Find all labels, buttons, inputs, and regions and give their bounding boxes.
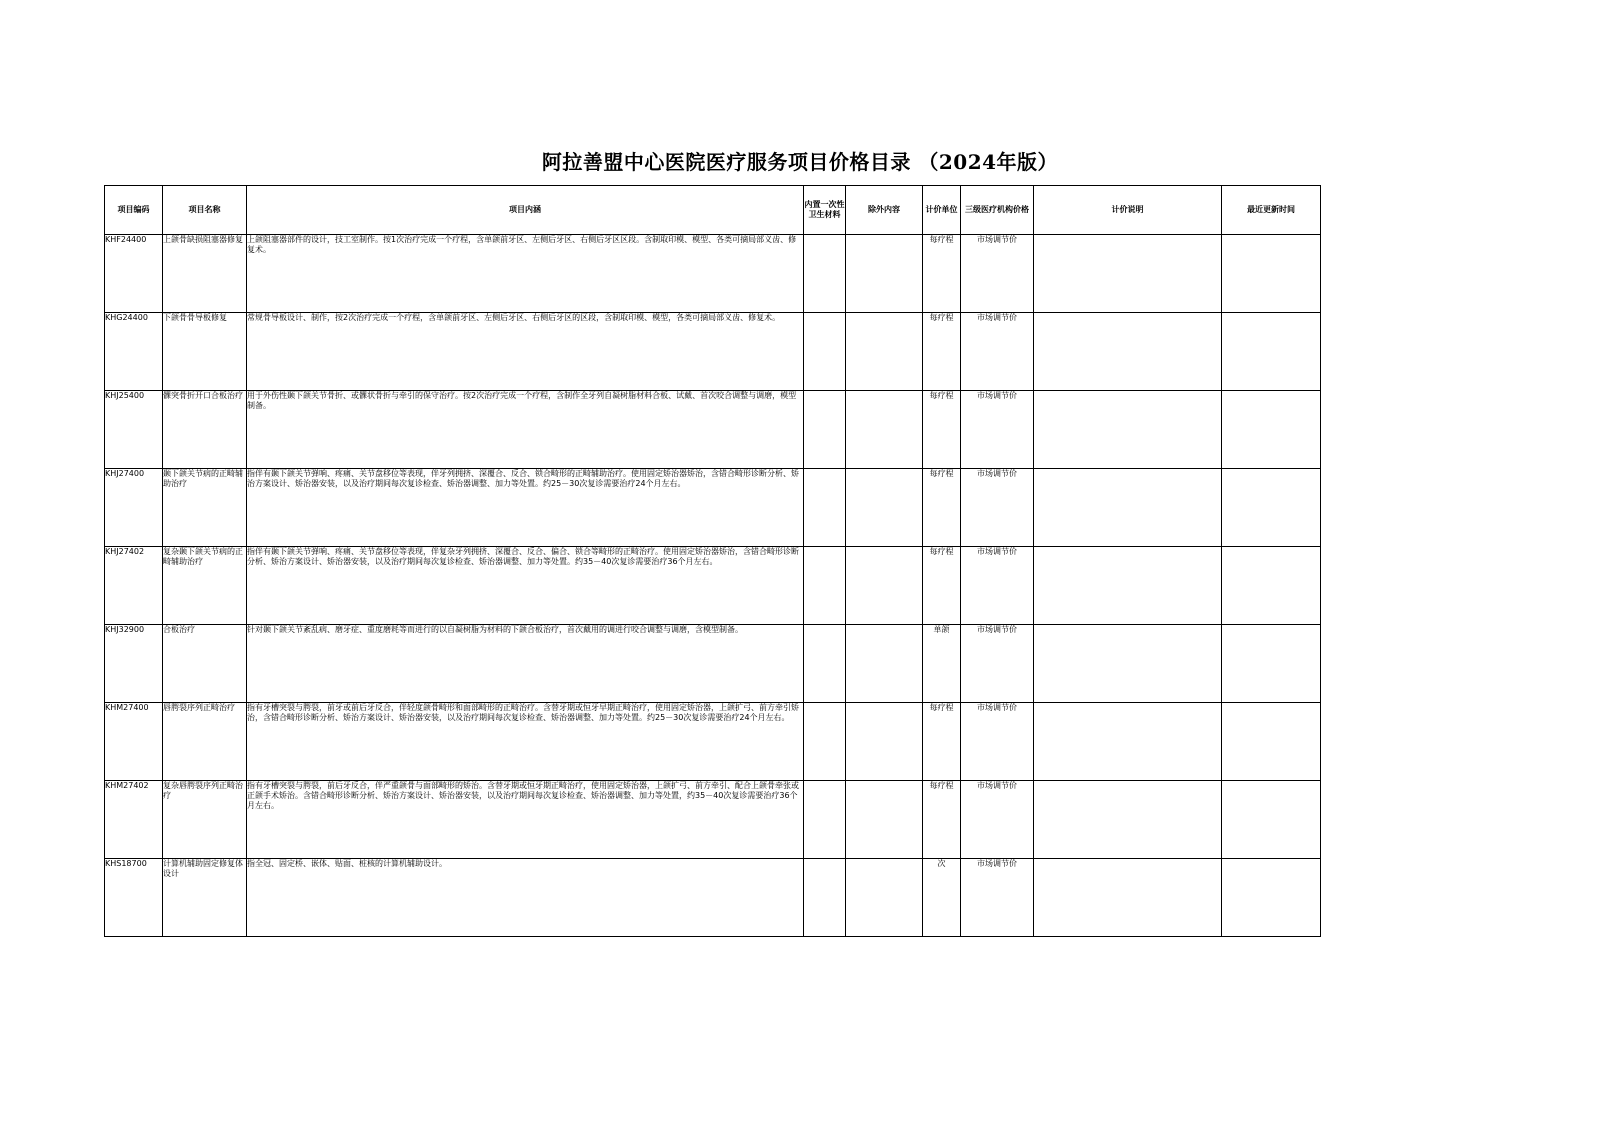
item-content: 用于外伤性颞下颌关节骨折、或髁状骨折与牵引的保守治疗。按2次治疗完成一个疗程，含制作全牙列自凝树脂材料合板、试戴、首次咬合调整与调磨，模型制备。 [247,391,804,469]
item-excluded [846,391,923,469]
table-row [105,703,1321,781]
item-price: 市场调节价 [961,625,1034,703]
item-material [804,781,846,859]
table-row [105,547,1321,625]
header-material: 内置一次性卫生材料 [804,186,846,235]
item-excluded [846,547,923,625]
item-note [1034,781,1222,859]
item-code: KHS18700 [105,859,163,937]
item-content: 指有牙槽突裂与腭裂，前后牙反合，伴严重颌骨与面部畸形的矫治。含替牙期或恒牙期正畸治疗，使用固定矫治器，上颌扩弓、前方牵引、配合上颌骨牵张或正颌手术矫治。含错合畸形诊断分析、矫治方案设计、矫治器安装，以及治疗期间每次复诊检查、矫治器调整、加力等处置，约35－40次复诊需要治疗36个月左右。 [247,781,804,859]
header-name: 项目名称 [163,186,247,235]
item-name: 复杂颞下颌关节病的正畸辅助治疗 [163,547,247,625]
item-content: 指伴有颞下颌关节弹响、疼痛、关节盘移位等表现，伴牙列拥挤、深覆合、反合、锁合畸形的正畸辅助治疗。使用固定矫治器矫治，含错合畸形诊断分析、矫治方案设计、矫治器安装，以及治疗期间每次复诊检查、矫治器调整、加力等处置。约25－30次复诊需要治疗24个月左右。 [247,469,804,547]
table-row [105,859,1321,937]
item-updated [1222,469,1321,547]
item-price: 市场调节价 [961,469,1034,547]
item-content: 指有牙槽突裂与腭裂，前牙或前后牙反合，伴轻度颌骨畸形和面部畸形的正畸治疗。含替牙期或恒牙早期正畸治疗，使用固定矫治器，上颌扩弓、前方牵引矫治，含错合畸形诊断分析、矫治方案设计、矫治器安装，以及治疗期间每次复诊检查、矫治器调整、加力等处置。约25－30次复诊需要治疗24个月左右。 [247,703,804,781]
item-price: 市场调节价 [961,859,1034,937]
item-code: KHJ27402 [105,547,163,625]
header-excluded: 除外内容 [846,186,923,235]
item-note [1034,313,1222,391]
item-material [804,703,846,781]
item-unit: 次 [923,859,961,937]
item-name: 复杂唇腭裂序列正畸治疗 [163,781,247,859]
header-updated: 最近更新时间 [1222,186,1321,235]
table-row [105,391,1321,469]
item-material [804,859,846,937]
item-material [804,235,846,313]
header-row [105,186,1321,235]
item-excluded [846,859,923,937]
item-material [804,313,846,391]
table-row [105,625,1321,703]
item-updated [1222,859,1321,937]
item-excluded [846,703,923,781]
item-excluded [846,235,923,313]
document-title: 阿拉善盟中心医院医疗服务项目价格目录 （2024年版） [541,150,1059,174]
table-row [105,235,1321,313]
item-code: KHF24400 [105,235,163,313]
item-price: 市场调节价 [961,235,1034,313]
item-unit: 每疗程 [923,547,961,625]
item-content: 指全冠、固定桥、嵌体、贴面、桩核的计算机辅助设计。 [247,859,804,937]
item-price: 市场调节价 [961,703,1034,781]
header-unit: 计价单位 [923,186,961,235]
price-table [104,185,1321,937]
item-content: 指伴有颞下颌关节弹响、疼痛、关节盘移位等表现，伴复杂牙列拥挤、深覆合、反合、偏合、锁合等畸形的正畸治疗。使用固定矫治器矫治，含错合畸形诊断分析、矫治方案设计、矫治器安装，以及治疗期间每次复诊检查、矫治器调整、加力等处置。约35－40次复诊需要治疗36个月左右。 [247,547,804,625]
item-note [1034,703,1222,781]
item-code: KHJ32900 [105,625,163,703]
item-updated [1222,547,1321,625]
item-price: 市场调节价 [961,781,1034,859]
item-unit: 每疗程 [923,781,961,859]
item-content: 常规骨导板设计、制作，按2次治疗完成一个疗程，含单颌前牙区、左侧后牙区、右侧后牙区的区段，含制取印模、模型，各类可摘局部义齿、修复术。 [247,313,804,391]
item-excluded [846,313,923,391]
item-updated [1222,235,1321,313]
item-name: 合板治疗 [163,625,247,703]
item-price: 市场调节价 [961,313,1034,391]
item-code: KHM27402 [105,781,163,859]
table-row [105,313,1321,391]
header-content: 项目内涵 [247,186,804,235]
item-excluded [846,781,923,859]
item-name: 下颌骨骨导板修复 [163,313,247,391]
item-note [1034,625,1222,703]
item-code: KHJ27400 [105,469,163,547]
table-row [105,781,1321,859]
item-material [804,547,846,625]
item-price: 市场调节价 [961,547,1034,625]
item-unit: 每疗程 [923,703,961,781]
item-content: 针对颞下颌关节紊乱病、磨牙症、重度磨耗等而进行的以自凝树脂为材料的下颌合板治疗，首次戴用的调进行咬合调整与调磨，含模型制备。 [247,625,804,703]
item-name: 计算机辅助固定修复体设计 [163,859,247,937]
item-unit: 每疗程 [923,391,961,469]
item-updated [1222,313,1321,391]
item-updated [1222,781,1321,859]
header-price: 三级医疗机构价格 [961,186,1034,235]
item-content: 上颌阻塞器部件的设计，技工室制作。按1次治疗完成一个疗程，含单颌前牙区、左侧后牙区、右侧后牙区区段。含制取印模、模型、各类可摘局部义齿、修复术。 [247,235,804,313]
item-updated [1222,391,1321,469]
table-row [105,469,1321,547]
item-note [1034,391,1222,469]
item-note [1034,547,1222,625]
item-material [804,469,846,547]
item-note [1034,235,1222,313]
header-note: 计价说明 [1034,186,1222,235]
item-unit: 每疗程 [923,235,961,313]
item-unit: 每疗程 [923,469,961,547]
item-updated [1222,703,1321,781]
item-code: KHM27400 [105,703,163,781]
item-name: 上颌骨缺损阻塞器修复 [163,235,247,313]
header-code: 项目编码 [105,186,163,235]
item-material [804,625,846,703]
item-price: 市场调节价 [961,391,1034,469]
item-name: 髁突骨折开口合板治疗 [163,391,247,469]
item-excluded [846,625,923,703]
item-name: 颞下颌关节病的正畸辅助治疗 [163,469,247,547]
item-note [1034,859,1222,937]
item-unit: 每疗程 [923,313,961,391]
item-name: 唇腭裂序列正畸治疗 [163,703,247,781]
item-unit: 单颌 [923,625,961,703]
item-updated [1222,625,1321,703]
item-excluded [846,469,923,547]
item-code: KHG24400 [105,313,163,391]
item-note [1034,469,1222,547]
item-code: KHJ25400 [105,391,163,469]
item-material [804,391,846,469]
table-body [105,235,1321,937]
